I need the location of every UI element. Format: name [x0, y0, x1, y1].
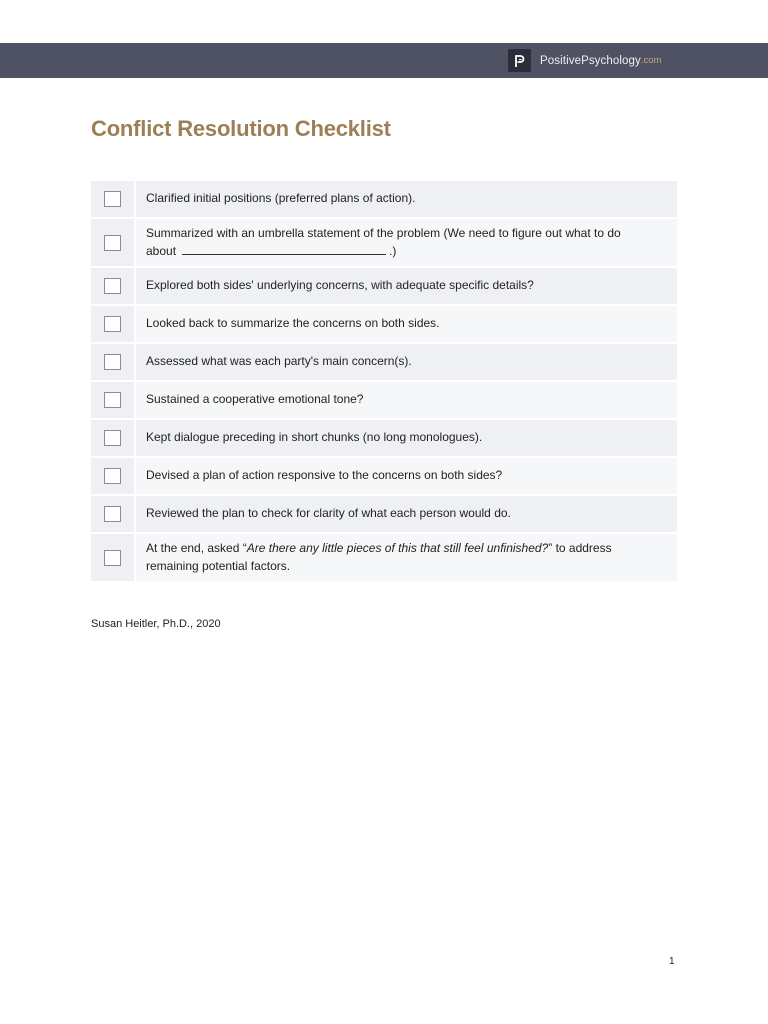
- checklist-item-text: [136, 344, 677, 380]
- checkbox-cell: [91, 344, 134, 380]
- page-title: Conflict Resolution Checklist: [91, 116, 391, 141]
- checklist-row: [91, 268, 677, 304]
- checkbox-cell: [91, 382, 134, 418]
- item-text: Devised a plan of action responsive to the concerns on both sides?: [146, 468, 503, 483]
- checklist-item-text: [136, 219, 677, 266]
- checklist-row: [91, 181, 677, 217]
- item-text: Clarified initial positions (preferred plans of action).: [146, 191, 416, 206]
- brand-suffix: .com: [640, 55, 662, 66]
- checkbox-cell: [91, 306, 134, 342]
- item-text: At the end, asked “: [146, 541, 247, 555]
- checkbox-cell: [91, 534, 134, 581]
- checklist-row: [91, 306, 677, 342]
- checklist-item-text: [136, 458, 677, 494]
- item-text: Looked back to summarize the concerns on both sides.: [146, 316, 440, 331]
- checkbox[interactable]: [104, 550, 121, 566]
- item-text-end: .): [389, 244, 397, 258]
- checkbox[interactable]: [104, 354, 121, 370]
- checklist-row: [91, 382, 677, 418]
- fill-in-blank-line[interactable]: [182, 242, 386, 255]
- item-text-end: ” to address remaining potential factors.: [146, 541, 612, 573]
- checkbox[interactable]: [104, 392, 121, 408]
- item-text: Assessed what was each party's main concern(s).: [146, 354, 412, 369]
- checkbox[interactable]: [104, 468, 121, 484]
- brand-link[interactable]: [508, 49, 661, 72]
- checkbox[interactable]: [104, 316, 121, 332]
- checklist-row: [91, 458, 677, 494]
- checkbox-cell: [91, 181, 134, 217]
- p-logo-icon: [508, 49, 531, 72]
- checkbox[interactable]: [104, 191, 121, 207]
- checklist-table: [91, 181, 677, 583]
- checkbox-cell: [91, 496, 134, 532]
- item-text: Explored both sides' underlying concerns, with adequate specific details?: [146, 278, 534, 293]
- checklist-row: [91, 534, 677, 581]
- checklist-row: [91, 219, 677, 266]
- item-text-wrap: [146, 540, 637, 575]
- checkbox[interactable]: [104, 278, 121, 294]
- checkbox[interactable]: [104, 430, 121, 446]
- checklist-item-text: [136, 181, 677, 217]
- checklist-item-text: [136, 496, 677, 532]
- checklist-item-text: [136, 306, 677, 342]
- item-text-italic-quote: Are there any little pieces of this that still feel unfinished?: [246, 541, 549, 555]
- checklist-row: [91, 420, 677, 456]
- item-text: Sustained a cooperative emotional tone?: [146, 392, 364, 407]
- checklist-item-text: [136, 382, 677, 418]
- checklist-row: [91, 344, 677, 380]
- checkbox-cell: [91, 268, 134, 304]
- checklist-row: [91, 496, 677, 532]
- item-text-wrap: [146, 225, 637, 261]
- brand-name: PositivePsychology: [540, 54, 641, 67]
- checkbox-cell: [91, 219, 134, 266]
- item-text: Reviewed the plan to check for clarity of what each person would do.: [146, 506, 511, 521]
- checkbox[interactable]: [104, 235, 121, 251]
- checkbox-cell: [91, 458, 134, 494]
- page-number: 1: [669, 956, 675, 967]
- checklist-item-text: [136, 420, 677, 456]
- author-credit: Susan Heitler, Ph.D., 2020: [91, 618, 221, 630]
- checklist-item-text: [136, 534, 677, 581]
- checkbox-cell: [91, 420, 134, 456]
- item-text: Summarized with an umbrella statement of the problem (We need to figure out what to do about: [146, 225, 621, 258]
- checkbox[interactable]: [104, 506, 121, 522]
- header-bar: [0, 43, 768, 78]
- item-text: Kept dialogue preceding in short chunks (no long monologues).: [146, 430, 483, 445]
- checklist-item-text: [136, 268, 677, 304]
